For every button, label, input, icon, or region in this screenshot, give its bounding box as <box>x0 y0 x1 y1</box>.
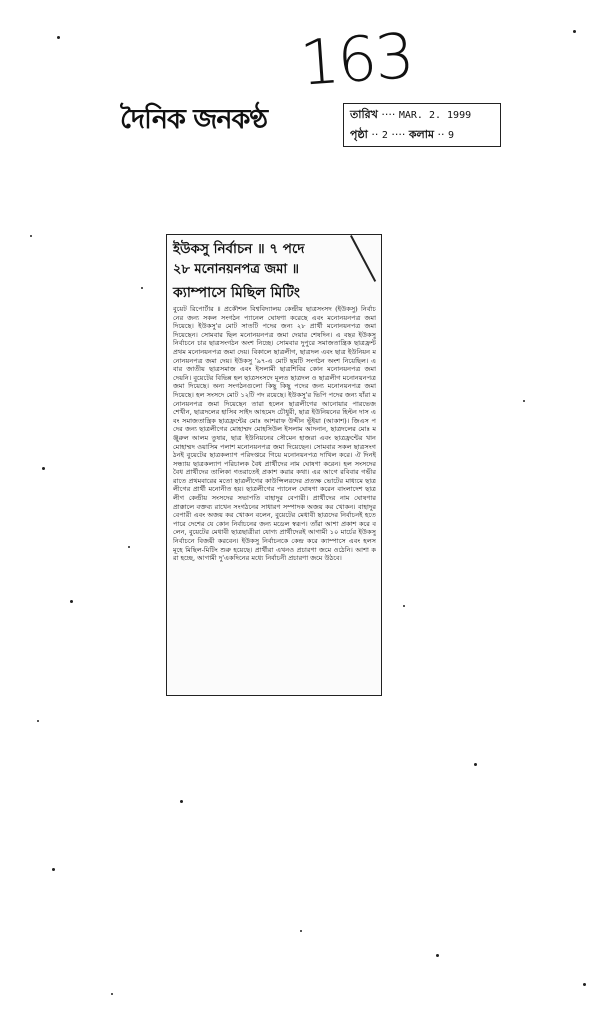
headline-line-1: ইউকসু নির্বাচন ॥ ৭ পদে <box>173 241 305 257</box>
stamp-column-value: 9 <box>448 130 455 141</box>
scan-speck <box>474 763 477 766</box>
stamp-page-value: 2 <box>381 130 388 141</box>
news-clipping <box>166 234 382 696</box>
scan-speck <box>573 30 576 33</box>
scan-speck <box>37 720 39 722</box>
newspaper-masthead: দৈনিক জনকণ্ঠ <box>120 104 268 135</box>
scan-speck <box>52 868 55 871</box>
handwritten-page-number: 163 <box>297 19 415 100</box>
scan-speck <box>583 983 586 986</box>
stamp-date-label: তারিখ <box>350 108 378 121</box>
headline-line-3: ক্যাম্পাসে মিছিল মিটিং <box>173 285 300 301</box>
stamp-date-value: MAR. 2. 1999 <box>398 110 472 121</box>
scan-speck <box>300 930 302 932</box>
scan-speck <box>70 600 73 603</box>
scan-speck <box>180 800 183 803</box>
scan-speck <box>111 993 113 995</box>
scan-speck <box>141 287 143 289</box>
scan-speck <box>403 605 405 607</box>
scan-speck <box>128 546 130 548</box>
stamp-page-label: পৃষ্ঠা <box>350 128 368 141</box>
scan-speck <box>523 400 525 402</box>
headline-line-2: ২৮ মনোনয়নপত্র জমা ॥ <box>173 262 299 277</box>
scan-speck <box>57 36 60 39</box>
date-page-stamp <box>343 103 501 147</box>
scan-speck <box>436 954 439 957</box>
stamp-column-label: কলাম <box>408 128 435 141</box>
article-body: বুয়েট রিপোর্টার ॥ প্রকৌশল বিশ্ববিদ্যালয় কেন্দ্রীয় ছাত্রসংসদ (ইউকসু) নির্বাচনের জন্য সকল সংগঠন প্যানেল ঘোষণা করেছে এবং মনোনয়নপত্র জমা দিয়েছে। ইউকসু'র মোট সাতটি পদের জন্য ২৮ প্রার্থী মনোনয়নপত্র জমা দিয়েছেন। সোমবার ছিল মনোনয়নপত্র জমা দেয়ার শেষদিন। এ বছর ইউকসু নির্বাচনে চার ছাত্রসংগঠন অংশ নিচ্ছে। সোমবার দুপুরে সমাজতান্ত্রিক ছাত্রফ্রন্ট প্রথম মনোনয়নপত্র জমা দেয়। বিকালে ছাত্রলীগ, ছাত্রদল এবং ছাত্র ইউনিয়ন মনোনয়নপত্র জমা দেয়। ইউকসু '৯৭-এ মোট ছয়টি সংগঠন অংশ নিয়েছিল। এবার জাতীয় ছাত্রসমাজ এবং ইসলামী ছাত্রশিবির কোন মনোনয়নপত্র জমা দেয়নি। বুয়েটের বিভিন্ন হল ছাত্রসংসদে মূলত ছাত্রদল ও ছাত্রলীগ মনোনয়নপত্র জমা দিয়েছে। অন্য সংগঠনগুলো কিছু কিছু পদের জন্য মনোনয়নপত্র জমা দিয়েছে। হল সংসদে মোট ১২টি পদ রয়েছে। ইউকসু'র ভিপি পদের জন্য যাঁরা মনোনয়নপত্র জমা দিয়েছেন তারা হলেন ছাত্রলীগের আনোয়ার পারভেজ শেখীন, ছাত্রদলের হাসিব সাইদ আহমেদ চৌধুরী, ছাত্র ইউনিয়নের হিল্টন দাস এবং সমাজতান্ত্রিক ছাত্রফ্রন্টের মোঃ আশরাফ উদ্দীন ভূঁইয়া (আকাশ)। জিএস পদের জন্য ছাত্রলীগের মোহাম্মদ মোহসিউল ইসলাম আদনান, ছাত্রদলের মোঃ মঞ্জুরুল আলম তুষার, ছাত্র ইউনিয়নের সৌমেন হাজরা এবং ছাত্রফ্রন্টের খান মোহাম্মদ ওয়াসিম পলাশ মনোনয়নপত্র জমা দিয়েছেন। সোমবার সকল ছাত্রসংগঠনই বুয়েটের ছাত্রকল্যাণ পরিদপ্তরে গিয়ে মনোনয়নপত্র দাখিল করে। ঐ দিনই সন্ধ্যায় ছাত্রকল্যাণ পরিচালক বৈধ প্রার্থীদের নাম ঘোষণা করেন। হল সংসদের বৈধ প্রার্থীদের তালিকা গতরাতেই প্রকাশ করার কথা। এর আগে রবিবার গভীর রাতে প্রথমবারের মতো ছাত্রলীগের কাউন্সিলরদের প্রত্যক্ষ ভোটের মাধ্যমে ছাত্রলীগের প্রার্থী মনোনীত হয়। ছাত্রলীগের প্যানেল ঘোষণা করেন বাংলাদেশ ছাত্রলীগ কেন্দ্রীয় সংসদের সভাপতি বাহাদুর বেপারী। প্রার্থীদের নাম ঘোষণার প্রাক্কালে বক্তব্য রাখেন সংগঠনের সাধারণ সম্পাদক অজয় কর খোকন। বাহাদুর বেপারী এবং অজয় কর খোকন বলেন, বুয়েটের মেধাবী ছাত্রদের নির্বাচনই হতে পারে দেশের যে কোন নির্বাচনের জন্য মডেল স্বরূপ। তাঁরা আশা প্রকাশ করে বলেন, বুয়েটের মেধাবী ছাত্রছাত্রীরা যোগ্য প্রার্থীদেরই আগামী ১০ মার্চের ইউকসু নির্বাচনে বিজয়ী করবেন। ইউকসু নির্বাচনকে কেন্দ্র করে ক্যাম্পাসে এবং হলসমূহে মিছিল-মিটিং শুরু হয়েছে। প্রার্থীরা এখনও প্রচারণা জমে ওঠেনি। আশা করা হচ্ছে, আগামী দু'একদিনের মধ্যে নির্বাচনী প্রচারণা জমে উঠবে। <box>173 305 376 563</box>
scan-speck <box>42 467 45 470</box>
stamp-date-row: তারিখ ···· MAR. 2. 1999 <box>350 108 472 121</box>
scan-speck <box>30 235 32 237</box>
stamp-page-row: পৃষ্ঠা ·· 2 ···· কলাম ·· 9 <box>350 128 455 141</box>
